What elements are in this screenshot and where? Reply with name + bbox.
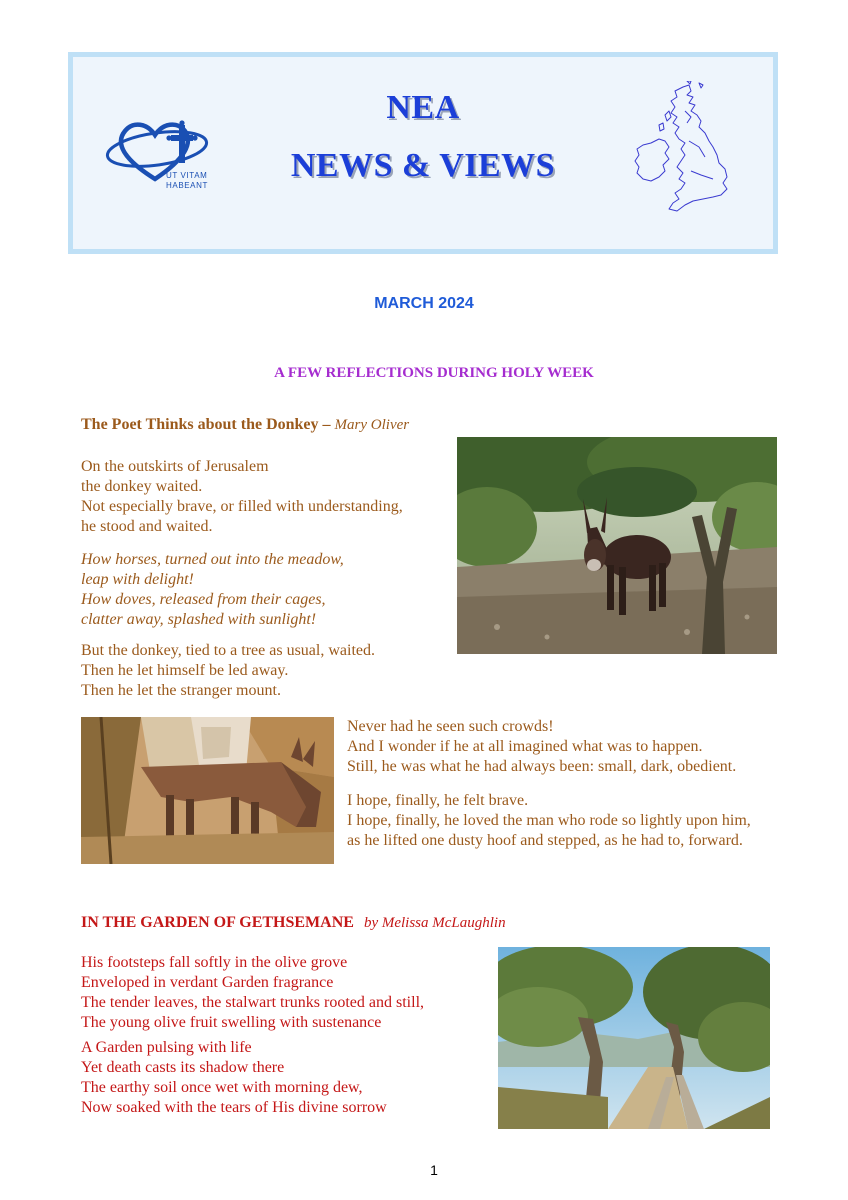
poem-2-stanza-1 [81,953,424,1033]
poem-line: The tender leaves, the stalwart trunks rooted and still, [81,994,425,1011]
poem-1-stanza-1 [81,457,403,537]
poem-line: Still, he was what he had always been: small, dark, obedient. [347,758,737,775]
poem-line: How horses, turned out into the meadow, [81,551,344,568]
poem-line: clatter away, splashed with sunlight! [81,611,317,628]
poem-line: How doves, released from their cages, [81,591,326,608]
page-number: 1 [430,1162,438,1178]
poem-1-title: The Poet Thinks about the Donkey [81,416,319,433]
poem-line: he stood and waited. [81,518,213,535]
poem-1-stanza-4 [347,717,736,777]
poem-line: The young olive fruit swelling with sustenance [81,1014,382,1031]
donkey-under-tree-photo [457,437,777,654]
newsletter-header-banner [68,52,778,254]
palm-sunday-mural-photo [81,717,334,864]
poem-line: Enveloped in verdant Garden fragrance [81,974,334,991]
masthead-title-line-2: NEWS & VIEWS [290,147,556,184]
poem-1-title-dash: – [318,416,335,433]
poem-line: the donkey waited. [81,478,203,495]
poem-line: I hope, finally, he loved the man who rode so lightly upon him, [347,812,751,829]
poem-line: leap with delight! [81,571,194,588]
poem-line: Then he let himself be led away. [81,662,289,679]
section-title: A FEW REFLECTIONS DURING HOLY WEEK [274,365,594,381]
poem-line: Yet death casts its shadow there [81,1059,285,1076]
poem-line: And I wonder if he at all imagined what was to happen. [347,738,703,755]
poem-1-stanza-5 [347,791,751,851]
poem-line: Now soaked with the tears of His divine sorrow [81,1099,387,1116]
poem-line: Not especially brave, or filled with understanding, [81,498,403,515]
poem-2-author: by Melissa McLaughlin [363,915,506,931]
poem-line: On the outskirts of Jerusalem [81,458,269,475]
poem-2-heading [81,914,506,932]
poem-1-heading [81,416,409,434]
poem-2-stanza-2 [81,1038,387,1118]
poem-line: Then he let the stranger mount. [81,682,281,699]
poem-1-stanza-2 [81,550,344,630]
logo-motto-line-2: HABEANT [166,181,208,190]
logo-motto-line-1: UT VITAM [166,171,208,180]
poem-line: The earthy soil once wet with morning dew, [81,1079,363,1096]
british-isles-map-icon [629,81,735,221]
issue-date: MARCH 2024 [374,295,474,312]
poem-line: I hope, finally, he felt brave. [347,792,529,809]
poem-1-stanza-3 [81,641,375,701]
poem-2-title: IN THE GARDEN OF GETHSEMANE [81,914,354,931]
poem-line: A Garden pulsing with life [81,1039,252,1056]
poem-1-author: Mary Oliver [334,417,410,433]
olive-grove-photo [498,947,770,1129]
poem-line: His footsteps fall softly in the olive grove [81,954,348,971]
poem-line: But the donkey, tied to a tree as usual, waited. [81,642,375,659]
masthead-title-line-1: NEA [386,89,460,126]
poem-line: as he lifted one dusty hoof and stepped, as he had to, forward. [347,832,743,849]
poem-line: Never had he seen such crowds! [347,718,554,735]
